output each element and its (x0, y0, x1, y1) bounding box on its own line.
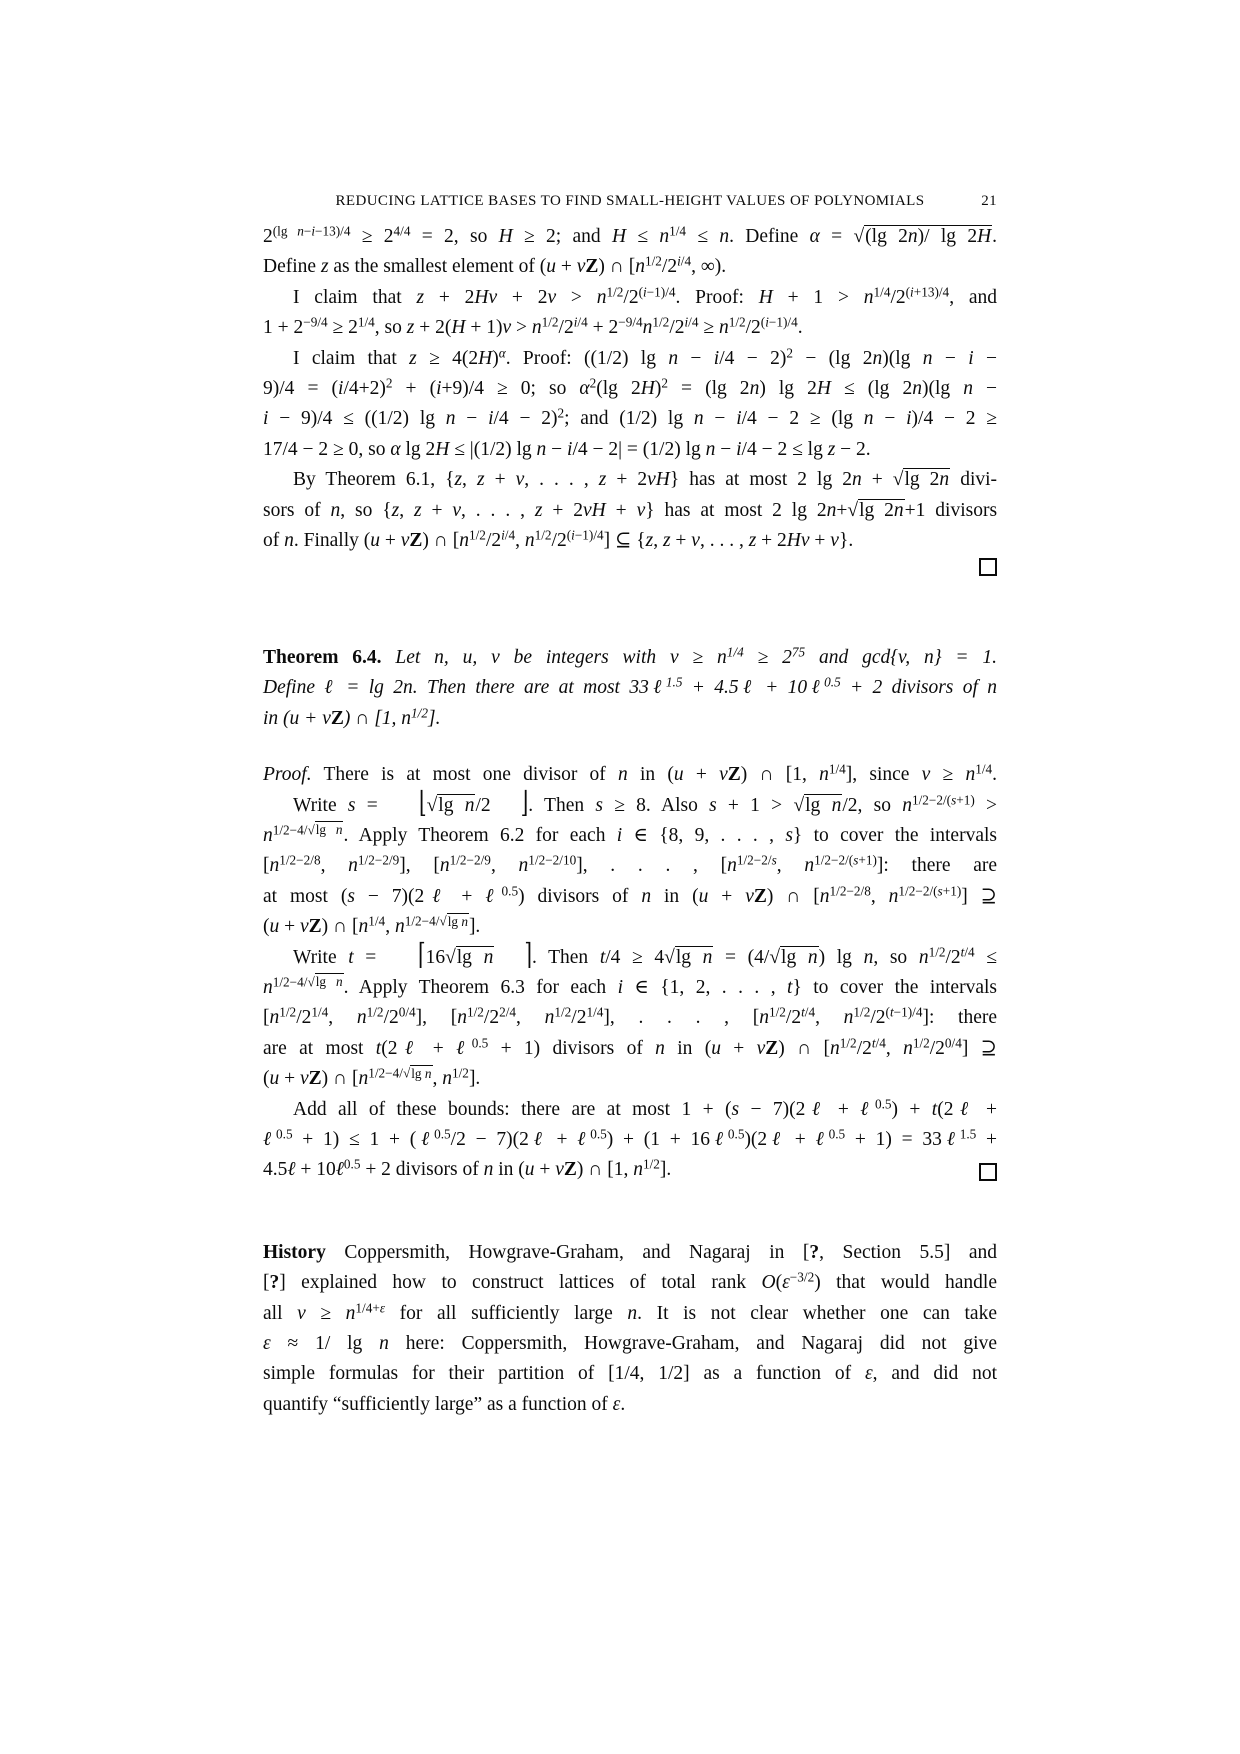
text-line: $1 + 2^{-9/4} \ge 2^{1/4}$, so $z + 2(H + 1)v > n^{1/2}/2^{i/4} + 2^{-9/4}n^{1/2}/2^{i/4} \ge n^{1/2}/2^{(i-1)/4}$. (263, 314, 803, 339)
text-line: [$n^{1/2}/2^{1/4}$, $n^{1/2}/2^{0/4}$], [$n^{1/2}/2^{2/4}$, $n^{1/2}/2^{1/4}$], . . . , [$n^{1/2}/2^{t/4}$, $n^{1/2}/2^{(t-1)/4}$]: there (263, 1004, 998, 1029)
text-line: 4.5ℓ + 10ℓ$^{0.5}$ + 2 divisors of n in (u + vZ) ∩ [1, $n^{1/2}$]. (263, 1155, 997, 1185)
text-line: Write t = ⌈16√lg n ⌉. Then t/4 ≥ 4√lg n = (4/√lg n) lg n, so $n^{1/2}/2^{t/4}$ ≤ (293, 939, 998, 972)
text-line: History Coppersmith, Howgrave-Graham, and Nagaraj in [?, Section 5.5] and (263, 1241, 997, 1263)
text-line: I claim that $z \ge 4(2H)^\alpha$. Proof: ((1/2) lg n − i/4 − 2)$^2$ − (lg 2n)(lg n − i − (293, 345, 997, 369)
text-line: all $v \ge n^{1/4+\varepsilon}$ for all sufficiently large n. It is not clear whether one can take (263, 1299, 997, 1324)
text-line: $n^{1/2-4/√lg n}$. Apply Theorem 6.2 for each i ∈ {8, 9, . . . , s} to cover the intervals (263, 822, 997, 846)
text-line: $n^{1/2-4/√lg n}$. Apply Theorem 6.3 for each i ∈ {1, 2, . . . , t} to cover the intervals (263, 974, 997, 998)
text-line: are at most t(2ℓ + ℓ$^{0.5}$ + 1) divisors of n in (u + vZ) ∩ [$n^{1/2}/2^{t/4}$, $n^{1/2}/2^{0/4}$] ⊇ (263, 1035, 998, 1059)
proof-theorem-6-4 (263, 760, 997, 1186)
text-line: By Theorem 6.1, {z, z + v, . . . , z + 2vH} has at most 2 lg 2n + √lg 2n divi- (293, 469, 998, 491)
text-line: $9)/4 = (i/4+2)^2 + (i+9)/4 \ge 0$; so $\alpha^2(\lg$ 2H)$^2$ = (lg 2n) lg 2H ≤ (lg 2n)(lg n − (263, 375, 998, 400)
text-line: sors of n, so {z, z + v, . . . , z + 2vH + v} has at most 2 lg 2n+√lg 2n+1 divisors (263, 499, 998, 521)
content (263, 222, 997, 1420)
text-line: Define ℓ = lg 2n. Then there are at most 33ℓ$^{1.5}$ + 4.5ℓ + 10ℓ$^{0.5}$ + 2 divisors of n (263, 674, 998, 699)
text-line: ε ≈ 1/ lg n here: Coppersmith, Howgrave-Graham, and Nagaraj did not give (263, 1333, 997, 1354)
text-line: I claim that $z + 2Hv + 2v > n^{1/2}/2^{(i-1)/4}$. Proof: $H + 1 > n^{1/4}/2^{(i+13)/4}$, and (293, 284, 998, 308)
text-line: of n. Finally (u + vZ) ∩ [$n^{1/2}/2^{i/4}$, $n^{1/2}/2^{(i-1)/4}$] ⊆ {z, z + v, . . . , z + 2Hv + v}. (263, 527, 854, 552)
history-paragraph (263, 1238, 997, 1420)
text-line: $2^{(lg n-i-13)/4} \ge 2^{4/4} = 2$, so H ≥ 2; and $H \le n^{1/4} \le n$. Define α = √(lg 2n)/ lg 2H. (263, 223, 998, 247)
text-line: in (u + vZ) ∩ [1, $n^{1/2}$]. (263, 705, 441, 729)
text-line: i − 9)/4 ≤ ((1/2) lg n − i/4 − 2)$^2$; and (1/2) lg n − i/4 − 2 ≥ (lg n − i)/4 − 2 ≥ (263, 405, 997, 430)
text-line: Define z as the smallest element of (u + vZ) ∩ [$n^{1/2}/2^{i/4}$, ∞). (263, 253, 727, 278)
page-number: 21 (981, 193, 997, 209)
text-line: (u + vZ) ∩ [$n^{1/4}$, $n^{1/2-4/√lg n}$]. (263, 913, 481, 938)
text-line: [$n^{1/2-2/8}$, $n^{1/2-2/9}$], [$n^{1/2-2/9}$, $n^{1/2-2/10}$], . . . , [$n^{1/2-2/s}$, $n^{1/2-2/(s+1)}$]: there are (263, 852, 997, 877)
running-head (263, 193, 997, 210)
text-line: (u + vZ) ∩ [$n^{1/2-4/√lg n}$, $n^{1/2}$]. (263, 1065, 481, 1090)
qed-box (979, 1163, 997, 1181)
text-line (263, 556, 997, 586)
text-line: Proof. There is at most one divisor of n in (u + vZ) ∩ [1, $n^{1/4}$], since $v \ge n^{1/4}$. (263, 761, 998, 786)
text-line: Write s = ⌊√lg n/2 ⌋. Then s ≥ 8. Also s + 1 > √lg n/2, so $n^{1/2-2/(s+1)}$ > (293, 787, 998, 820)
text-line: [?] explained how to construct lattices of total rank $O(\varepsilon^{-3/2})$ that would handle (263, 1269, 997, 1294)
text-line: quantify “sufficiently large” as a function of ε. (263, 1393, 626, 1415)
proof-continuation-paragraph (263, 222, 997, 587)
text-line: at most (s − 7)(2ℓ + ℓ$^{0.5}$) divisors of n in (u + vZ) ∩ [$n^{1/2-2/8}$, $n^{1/2-2/(s+1)}$] ⊇ (263, 883, 997, 907)
text-line: 17/4 − 2 ≥ 0, so α lg 2H ≤ |(1/2) lg n − i/4 − 2| = (1/2) lg n − i/4 − 2 ≤ lg z − 2. (263, 438, 871, 460)
qed-box (979, 558, 997, 576)
text-line: simple formulas for their partition of [1/4, 1/2] as a function of ε, and did not (263, 1363, 997, 1385)
text-line: Theorem 6.4. Let n, u, v be integers with $v \ge n^{1/4} \ge 2^{75}$ and gcd{v, n} = 1. (263, 644, 997, 668)
text-line: Add all of these bounds: there are at most 1 + (s − 7)(2ℓ + ℓ$^{0.5}$) + t(2ℓ + (293, 1095, 997, 1120)
theorem-6-4 (263, 643, 997, 734)
running-title: REDUCING LATTICE BASES TO FIND SMALL-HEIGHT VALUES OF POLYNOMIALS (335, 193, 925, 209)
text-line: ℓ$^{0.5}$ + 1) ≤ 1 + (ℓ$^{0.5}$/2 − 7)(2ℓ + ℓ$^{0.5}$) + (1 + 16ℓ$^{0.5}$)(2ℓ + ℓ$^{0.5}$ + 1) = 33ℓ$^{1.5}$ + (263, 1126, 998, 1150)
